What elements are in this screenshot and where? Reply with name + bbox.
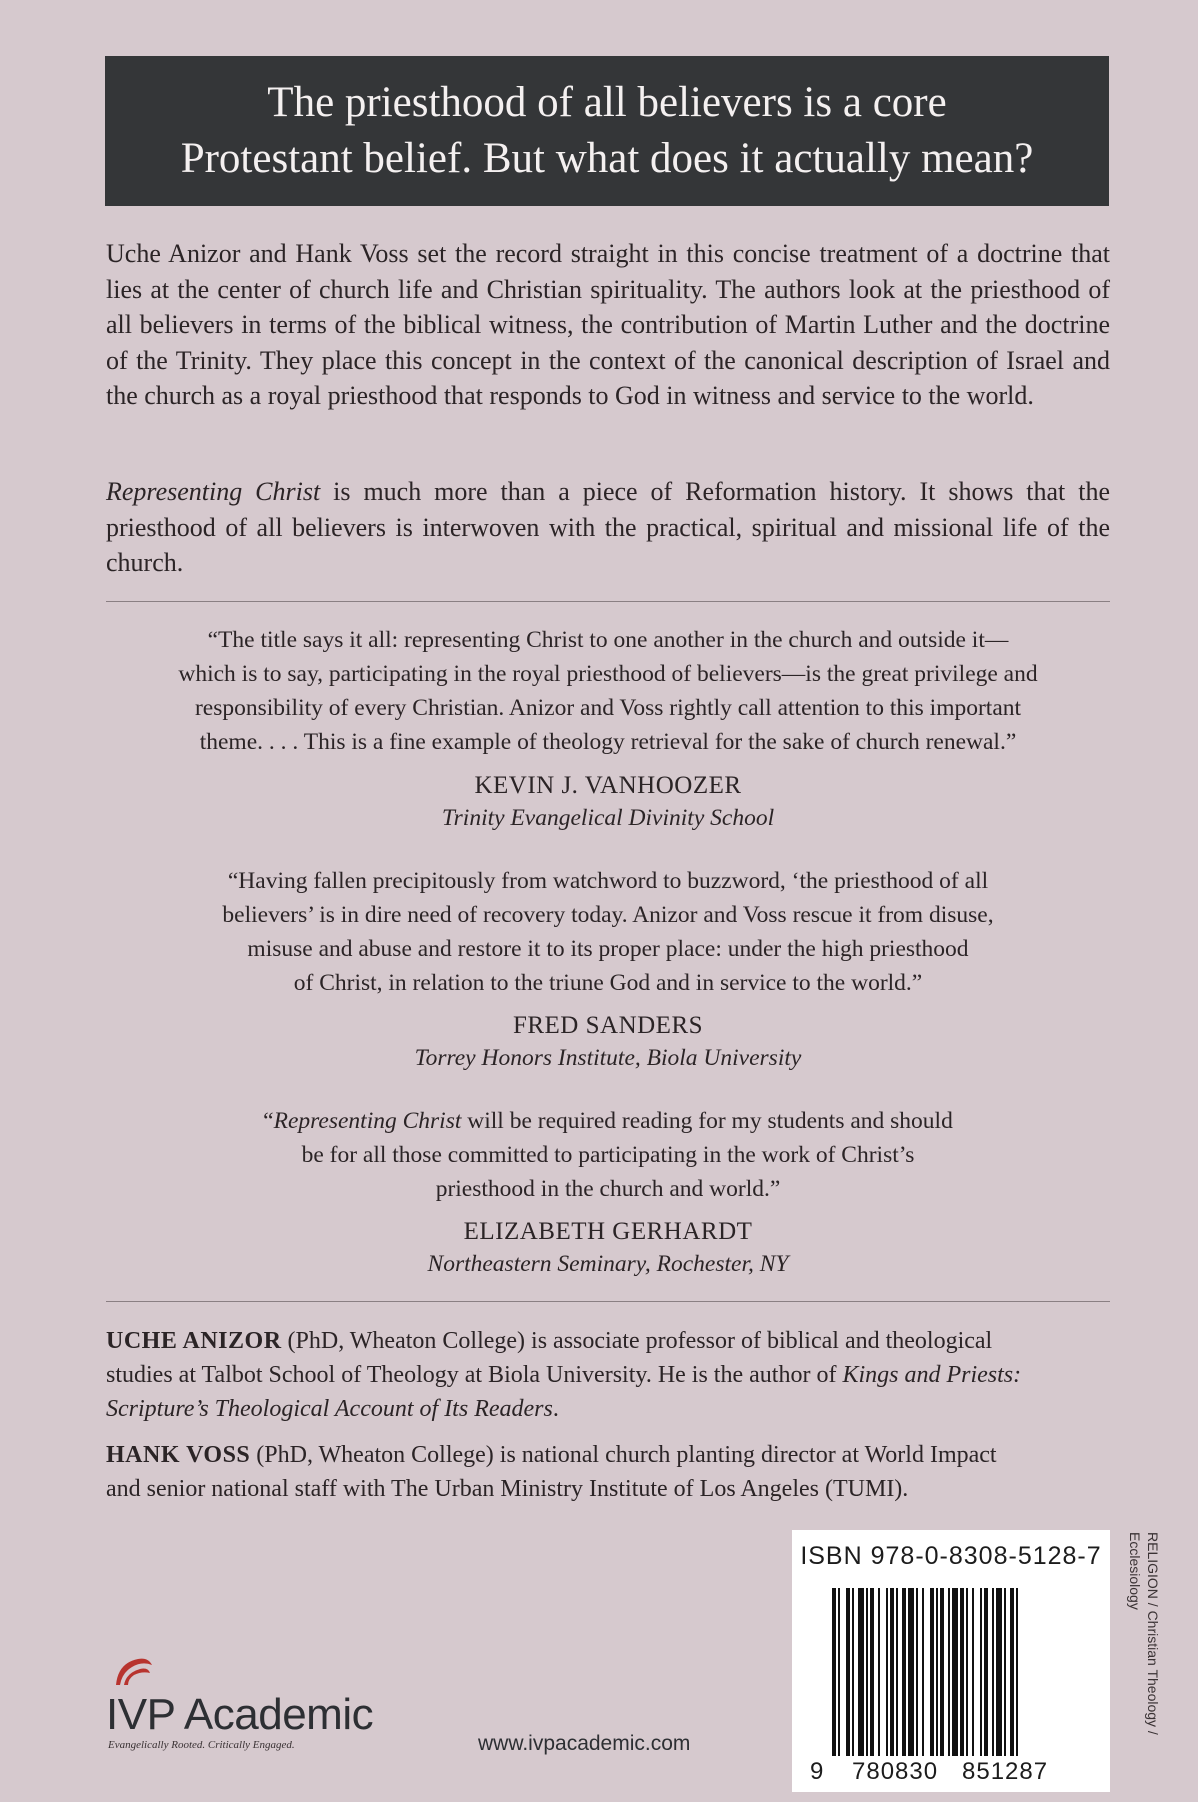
author-bio-voss: HANK VOSS (PhD, Wheaton College) is national church planting director at World Impact and senior national staff with The Urban Ministry Institute of Los Angeles (TUMI). [106, 1442, 997, 1502]
barcode-bar [996, 1588, 1002, 1756]
author-name: UCHE ANIZOR [106, 1328, 282, 1354]
barcode-bar [1016, 1588, 1018, 1756]
barcode-bars [832, 1588, 1082, 1756]
endorser-name: FRED SANDERS [512, 1012, 704, 1039]
publisher-tagline: Evangelically Rooted. Critically Engaged. [108, 1739, 295, 1751]
endorsement-quote: “Having fallen precipitously from watchword to buzzword, ‘the priesthood of all believers’ is in dire need of recovery today. Anizor and Voss rescue it from disuse, misuse and abuse and restore it to its proper place: under the high priesthood of Christ, in relation to the triune God and in service to the world.” [222, 868, 994, 996]
book-title: Representing Christ [106, 477, 321, 506]
barcode-bar [846, 1588, 850, 1756]
barcode-bar [852, 1588, 854, 1756]
barcode-bar [940, 1588, 944, 1756]
barcode-bar [902, 1588, 906, 1756]
publisher-logo [106, 1655, 396, 1751]
barcode-bar [980, 1588, 982, 1756]
flame-icon [112, 1655, 154, 1689]
barcode-bar [916, 1588, 918, 1756]
barcode-bar [886, 1588, 888, 1756]
endorsement-quote: “Representing Christ will be required reading for my students and should be for all those committed to participating in the work of Christ’s priesthood in the church and world.” [263, 1108, 953, 1202]
barcode-bar [952, 1588, 958, 1756]
endorser-affiliation: Trinity Evangelical Divinity School [441, 805, 775, 831]
barcode-bar [960, 1588, 964, 1756]
barcode-bar [858, 1588, 864, 1756]
endorser [106, 770, 1110, 834]
barcode-bar [870, 1588, 874, 1756]
barcode-bar [966, 1588, 968, 1756]
barcode-bar [890, 1588, 894, 1756]
endorser [106, 1216, 1110, 1280]
barcode-bar [878, 1588, 880, 1756]
endorsement-quote: “The title says it all: representing Christ to one another in the church and outside it— which is to say, participating in the royal priesthood of believers—is the great privilege and responsibility of every Christian. Anizor and Voss rightly call attention to this important theme. . . . This is a fine example of theology retrieval for the sake of church renewal.” [178, 627, 1038, 755]
barcode-bar [992, 1588, 994, 1756]
barcode-bar [866, 1588, 868, 1756]
barcode-bar [1004, 1588, 1006, 1756]
barcode-bar [1010, 1588, 1014, 1756]
endorser-name: KEVIN J. VANHOOZER [474, 772, 742, 799]
publisher-name: IVP Academic [106, 1690, 374, 1739]
barcode-bar [936, 1588, 938, 1756]
endorser [106, 1010, 1110, 1074]
author-bio-anizor: UCHE ANIZOR (PhD, Wheaton College) is associate professor of biblical and theological studies at Talbot School of Theology at Biola University. He is the author of Kings and Priests: Scripture’s Theological Account of Its Readers. [106, 1328, 1022, 1422]
barcode-bar [832, 1588, 836, 1756]
headline-banner [105, 56, 1109, 206]
isbn-text: ISBN 978-0-8308-5128-7 [800, 1542, 1102, 1570]
barcode-bar [908, 1588, 914, 1756]
barcode-bar [922, 1588, 924, 1756]
publisher-website: www.ivpacademic.com [478, 1732, 691, 1755]
barcode-bar [896, 1588, 898, 1756]
author-name: HANK VOSS [106, 1442, 251, 1468]
subject-category: RELIGION / Christian Theology / Ecclesiology [1127, 1532, 1161, 1735]
barcode-panel: ISBN 978-0-8308-5128-7 9 780830 851287 [792, 1530, 1110, 1792]
description-paragraph-1: Uche Anizor and Hank Voss set the record straight in this concise treatment of a doctrine that lies at the center of church life and Christian spirituality. The authors look at the priesthood of all believers in terms of the biblical witness, the contribution of Martin Luther and the doctrine of the Trinity. They place this concept in the context of the canonical description of Israel and the church as a royal priesthood that responds to God in witness and service to the world. [106, 239, 1110, 410]
description-paragraph-2: Representing Christ is much more than a piece of Reformation history. It shows that the priesthood of all believers is interwoven with the practical, spiritual and missional life of the church. [106, 477, 1110, 577]
book-title: Representing Christ [273, 1108, 462, 1134]
barcode-bar [838, 1588, 840, 1756]
barcode-bar [948, 1588, 950, 1756]
barcode-bar [972, 1588, 974, 1756]
barcode-bar [984, 1588, 988, 1756]
barcode-bar [930, 1588, 934, 1756]
endorser-name: ELIZABETH GERHARDT [463, 1218, 753, 1245]
endorser-affiliation: Torrey Honors Institute, Biola University [414, 1045, 802, 1071]
headline-line-2: Protestant belief. But what does it actually mean? [180, 135, 1034, 182]
divider [106, 1301, 1110, 1302]
divider [106, 601, 1110, 602]
headline-line-1: The priesthood of all believers is a core [267, 79, 947, 126]
endorser-affiliation: Northeastern Seminary, Rochester, NY [427, 1251, 789, 1277]
